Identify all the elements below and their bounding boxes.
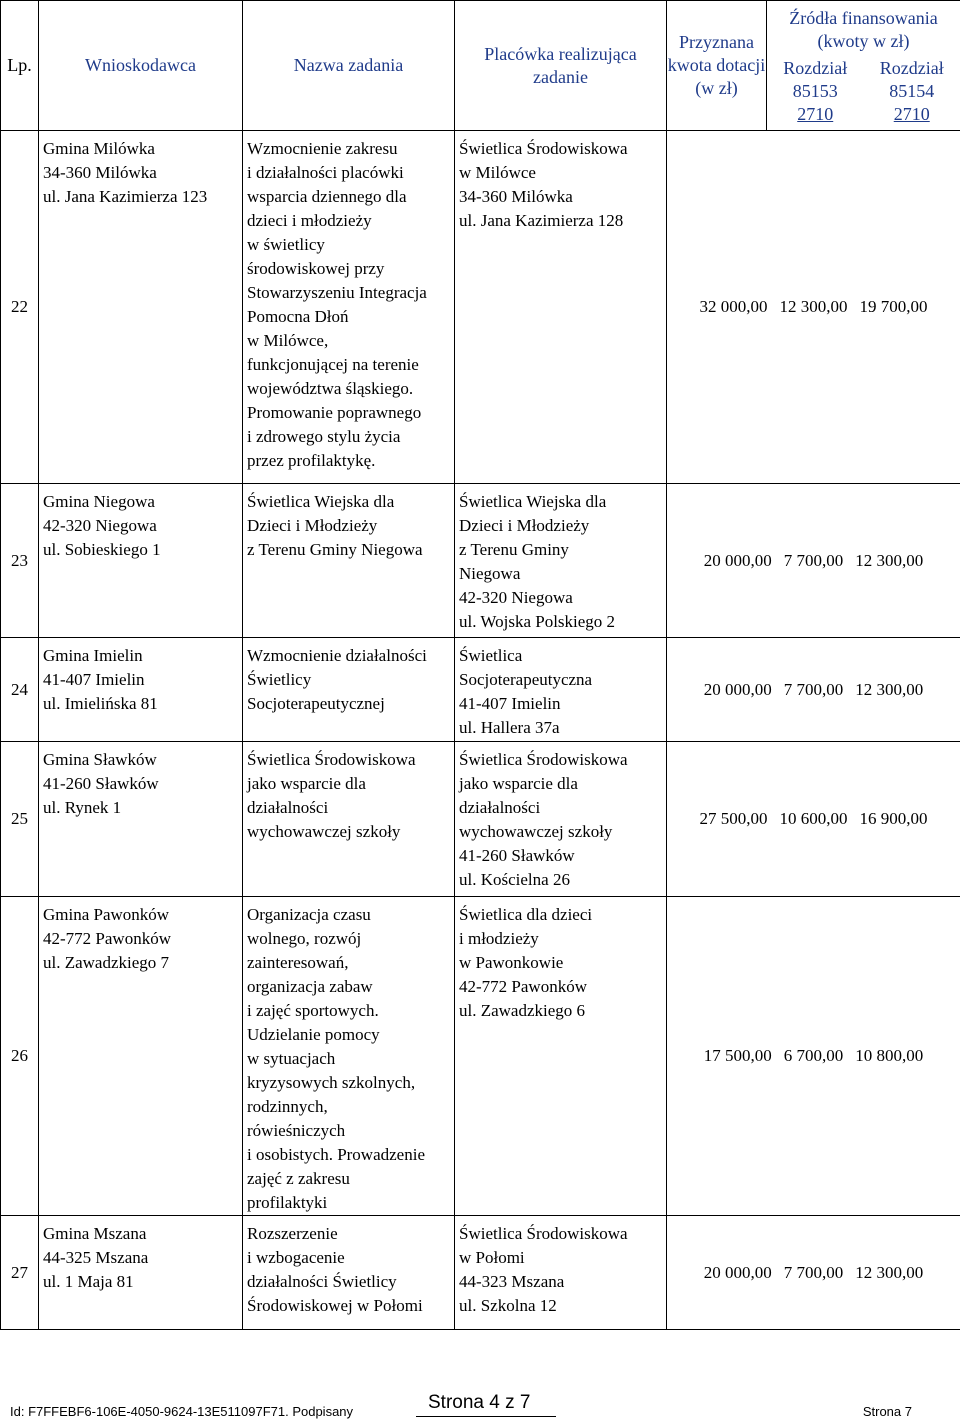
document-id: Id: F7FFEBF6-106E-4050-9624-13E511097F71. Podpisany <box>10 1404 354 1419</box>
row-section-85153: 7 700,00 <box>783 1262 844 1282</box>
header-facility: Placówka realizująca zadanie <box>455 1 667 131</box>
header-applicant: Wnioskodawca <box>39 1 243 131</box>
table-row <box>1 1216 960 1330</box>
row-facility: Świetlica dla dzieci i młodzieży w Pawonkowie 42-772 Pawonków ul. Zawadzkiego 6 <box>455 897 667 1216</box>
table-row <box>1 742 960 897</box>
row-amounts <box>667 1216 960 1330</box>
row-task: Wzmocnienie działalności Świetlicy Socjoterapeutycznej <box>243 638 455 742</box>
row-applicant: Gmina Mszana 44-325 Mszana ul. 1 Maja 81 <box>39 1216 243 1330</box>
row-facility: Świetlica Środowiskowa w Połomi 44-323 Mszana ul. Szkolna 12 <box>455 1216 667 1330</box>
header-section-85154: Rozdział 85154 2710 <box>879 58 944 124</box>
row-lp: 26 <box>1 897 39 1216</box>
row-section-85154: 19 700,00 <box>859 297 928 316</box>
page-number-right: Strona 7 <box>862 1404 912 1419</box>
row-section-85153: 7 700,00 <box>783 550 844 570</box>
row-section-85154: 10 800,00 <box>855 1046 924 1065</box>
row-section-85154: 12 300,00 <box>855 550 924 570</box>
header-sources <box>767 1 960 131</box>
row-task: Świetlica Środowiskowa jako wsparcie dla działalności wychowawczej szkoły <box>243 742 455 897</box>
row-section-85153: 6 700,00 <box>783 1046 844 1065</box>
row-task: Świetlica Wiejska dla Dzieci i Młodzieży z Terenu Gminy Niegowa <box>243 484 455 638</box>
row-lp: 22 <box>1 131 39 484</box>
row-amounts <box>667 484 960 638</box>
row-amounts <box>667 638 960 742</box>
row-amount: 27 500,00 <box>699 809 768 828</box>
header-sources-label: Źródła finansowania (kwoty w zł) <box>789 8 938 51</box>
table-row <box>1 131 960 484</box>
row-amount: 17 500,00 <box>703 1046 772 1065</box>
row-amount: 20 000,00 <box>703 550 772 570</box>
row-amounts <box>667 742 960 897</box>
row-applicant: Gmina Pawonków 42-772 Pawonków ul. Zawadzkiego 7 <box>39 897 243 1216</box>
header-section-85153: Rozdział 85153 2710 <box>783 58 848 124</box>
page-number-center: Strona 4 z 7 <box>428 1392 531 1413</box>
row-section-85154: 12 300,00 <box>855 679 924 699</box>
row-amount: 32 000,00 <box>699 297 768 316</box>
row-facility: Świetlica Wiejska dla Dzieci i Młodzieży z Terenu Gminy Niegowa 42-320 Niegowa ul. Wojska Polskiego 2 <box>455 484 667 638</box>
row-applicant: Gmina Milówka 34-360 Milówka ul. Jana Kazimierza 123 <box>39 131 243 484</box>
row-amounts <box>667 131 960 484</box>
row-applicant: Gmina Niegowa 42-320 Niegowa ul. Sobieskiego 1 <box>39 484 243 638</box>
page-footer <box>0 1392 960 1420</box>
row-section-85154: 12 300,00 <box>855 1262 924 1282</box>
table-row <box>1 638 960 742</box>
row-applicant: Gmina Imielin 41-407 Imielin ul. Imielińska 81 <box>39 638 243 742</box>
page-number-underline <box>416 1416 556 1417</box>
row-amounts <box>667 897 960 1216</box>
row-facility: Świetlica Socjoterapeutyczna 41-407 Imielin ul. Hallera 37a <box>455 638 667 742</box>
row-facility: Świetlica Środowiskowa w Milówce 34-360 Milówka ul. Jana Kazimierza 128 <box>455 131 667 484</box>
row-amount: 20 000,00 <box>703 679 772 699</box>
row-section-85154: 16 900,00 <box>859 809 928 828</box>
row-facility: Świetlica Środowiskowa jako wsparcie dla działalności wychowawczej szkoły 41-260 Sławków ul. Kościelna 26 <box>455 742 667 897</box>
row-section-85153: 7 700,00 <box>783 679 844 699</box>
row-task: Organizacja czasu wolnego, rozwój zainteresowań, organizacja zabaw i zajęć sportowych. Udzielanie pomocy w sytuacjach kryzysowych szkolnych, rodzinnych, rówieśniczych i osobistych. Prowadzenie zajęć z zakresu profilaktyki <box>243 897 455 1216</box>
row-amount: 20 000,00 <box>703 1262 772 1282</box>
header-amount: Przyznana kwota dotacji (w zł) <box>667 1 767 131</box>
row-lp: 25 <box>1 742 39 897</box>
row-lp: 27 <box>1 1216 39 1330</box>
header-lp: Lp. <box>1 1 39 131</box>
header-task: Nazwa zadania <box>243 1 455 131</box>
row-applicant: Gmina Sławków 41-260 Sławków ul. Rynek 1 <box>39 742 243 897</box>
table-row <box>1 897 960 1216</box>
row-task: Wzmocnienie zakresu i działalności placówki wsparcia dziennego dla dzieci i młodzieży w świetlicy środowiskowej przy Stowarzyszeniu Integracja Pomocna Dłoń w Milówce, funkcjonującej na terenie województwa śląskiego. Promowanie poprawnego i zdrowego stylu życia przez profilaktykę. <box>243 131 455 484</box>
table-row <box>1 484 960 638</box>
row-section-85153: 10 600,00 <box>779 809 848 828</box>
table-header-row <box>1 1 960 131</box>
row-section-85153: 12 300,00 <box>779 297 848 316</box>
row-task: Rozszerzenie i wzbogacenie działalności Świetlicy Środowiskowej w Połomi <box>243 1216 455 1330</box>
row-lp: 23 <box>1 484 39 638</box>
row-lp: 24 <box>1 638 39 742</box>
